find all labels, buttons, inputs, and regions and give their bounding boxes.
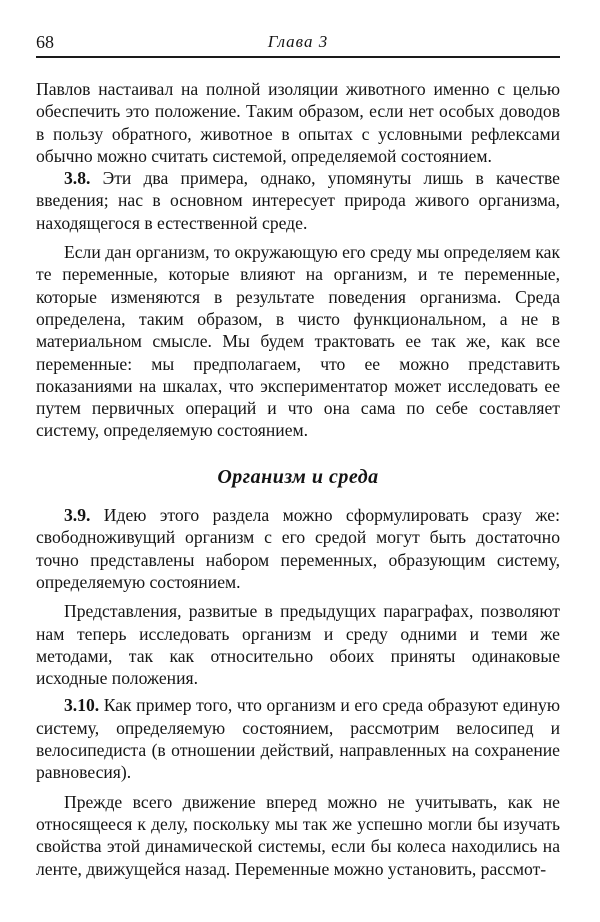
section-number: 3.8. bbox=[64, 168, 91, 189]
paragraph-3-9 bbox=[36, 504, 560, 593]
paragraph-3-8 bbox=[36, 167, 560, 234]
chapter-title: Глава 3 bbox=[267, 32, 329, 51]
paragraph-3-10 bbox=[36, 694, 560, 783]
paragraph-text: Идею этого раздела можно сформулировать сразу же: свободноживущий организм с его средой могут быть достаточно точно представлены набором переменных, образующим систему, определяемую состоянием. bbox=[36, 505, 560, 592]
paragraph-text: Эти два примера, однако, упомянуты лишь в качестве введения; нас в основном интересует природа живого организма, находящегося в естественной среде. bbox=[36, 168, 560, 233]
section-number: 3.10. bbox=[64, 695, 100, 716]
section-number: 3.9. bbox=[64, 505, 91, 526]
body-text bbox=[36, 78, 560, 880]
paragraph-text: Как пример того, что организм и его среда образуют единую систему, определяемую состоянием, рассмотрим велосипед и велосипедиста (в отношении действий, направленных на сохранение равновесия). bbox=[36, 695, 560, 783]
paragraph: Если дан организм, то окружающую его среду мы определяем как те переменные, которые влияют на организм, и те переменные, которые изменяются в результате поведения организма. Среда определена, таким образом, в чисто функциональном, а не в материальном смысле. Мы будем трактовать ее так же, как все переменные: мы предполагаем, что ее можно представить показаниями на шкалах, что экспериментатор может исследовать ее путем первичных операций и что она сама по себе составляет систему, определяемую состоянием. bbox=[36, 242, 560, 441]
page-number: 68 bbox=[36, 32, 54, 52]
section-heading: Организм и среда bbox=[217, 465, 379, 488]
paragraph: Павлов настаивал на полной изоляции животного именно с целью обеспечить это положение. Таким образом, если нет особых доводов в пользу обратного, животное в опытах с условными рефлексами обычно можно считать системой, определяемой состоянием. bbox=[36, 79, 560, 166]
book-page bbox=[36, 30, 560, 880]
paragraph: Представления, развитые в предыдущих параграфах, позволяют нам теперь исследовать организм и среду одними и теми же методами, так как относительно обоих приняты одинаковые исходные положения. bbox=[36, 601, 560, 689]
paragraph: Прежде всего движение вперед можно не учитывать, как не относящееся к делу, поскольку мы так же успешно могли бы изучать свойства этой динамической системы, если бы колеса находились на ленте, движущейся назад. Переменные можно установить, рассмот- bbox=[36, 791, 560, 879]
running-head bbox=[36, 30, 560, 58]
